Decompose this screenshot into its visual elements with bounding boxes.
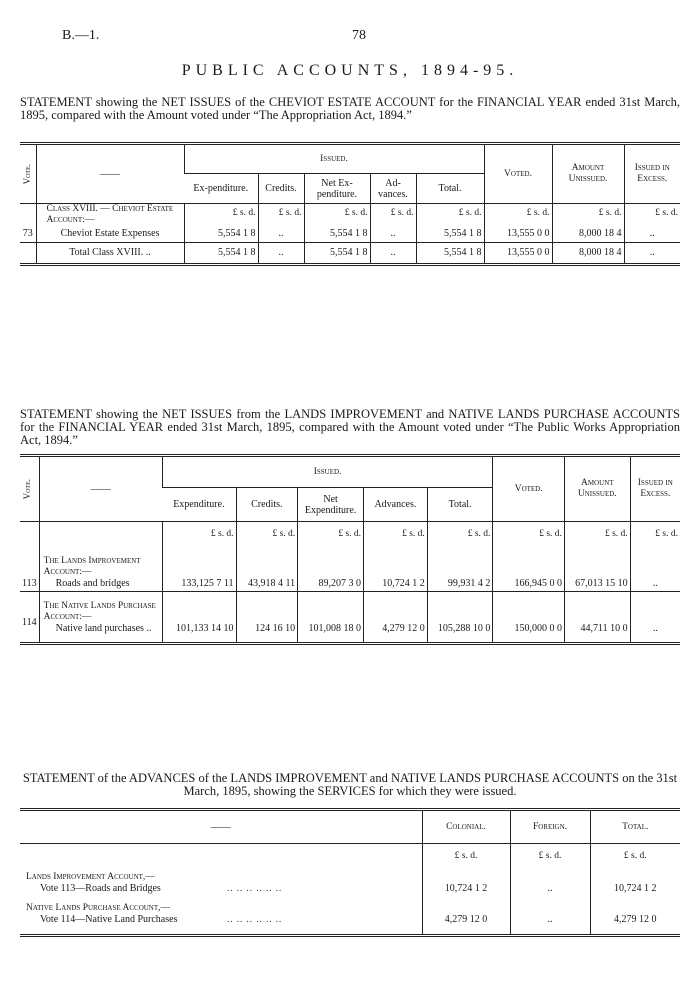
expenditure-value: 5,554 1 8 [184, 226, 258, 242]
unit-label: £ s. d. [564, 522, 630, 548]
vote-column-header: Vote. [20, 144, 36, 204]
unissued-value: 67,013 15 10 [564, 548, 630, 592]
excess-column-header: Issued in Excess. [630, 456, 680, 522]
vote-column-header: Vote. [20, 456, 39, 522]
row-label-text: Vote 113—Roads and Bridges [40, 882, 161, 894]
colonial-column-header: Colonial. [422, 810, 510, 844]
unit-label: £ s. d. [162, 522, 236, 548]
row-label-text: Roads and bridges [55, 578, 130, 589]
net-expenditure-column-header: Net Expenditure. [298, 488, 364, 522]
voted-column-header: Voted. [484, 144, 552, 204]
row-label-line [22, 883, 420, 894]
issued-group-header: Issued. [184, 144, 484, 174]
table-row [20, 870, 680, 894]
voted-total: 13,555 0 0 [484, 242, 552, 264]
unit-label: £ s. d. [590, 844, 680, 870]
net-expenditure-value: 89,207 3 0 [298, 548, 364, 592]
vote-number: 113 [22, 578, 37, 589]
voted-column-header: Voted. [493, 456, 565, 522]
unit-label: £ s. d. [304, 204, 370, 224]
total-column-header: Total. [427, 488, 493, 522]
unit-label: £ s. d. [298, 522, 364, 548]
colonial-value: 10,724 1 2 [422, 870, 510, 894]
unissued-column-header: Amount Unissued. [564, 456, 630, 522]
foreign-column-header: Foreign. [510, 810, 590, 844]
unit-label: £ s. d. [258, 204, 304, 224]
document-reference: B.—1. [62, 28, 100, 43]
voted-value: 150,000 0 0 [493, 592, 565, 644]
row-label [20, 870, 422, 894]
class-heading: Class XVIII. — Cheviot Estate Account:— [36, 204, 184, 227]
excess-value: .. [624, 226, 680, 242]
account-heading: Lands Improvement Account,— [26, 871, 155, 882]
net-expenditure-value: 5,554 1 8 [304, 226, 370, 242]
expenditure-total: 5,554 1 8 [184, 242, 258, 264]
colonial-value: 4,279 12 0 [422, 894, 510, 936]
table-row [20, 592, 680, 644]
unit-label: £ s. d. [484, 204, 552, 224]
expenditure-value: 101,133 14 10 [162, 592, 236, 644]
advances-value: 10,724 1 2 [364, 548, 428, 592]
unissued-column-header: Amount Unissued. [552, 144, 624, 204]
description-column-header: —— [36, 144, 184, 204]
net-expenditure-value: 101,008 18 0 [298, 592, 364, 644]
account-heading: The Native Lands Purchase Account:— [43, 601, 156, 622]
table-row [20, 894, 680, 936]
total-column-header: Total. [590, 810, 680, 844]
unit-label: £ s. d. [552, 204, 624, 224]
account-heading: The Lands Improvement Account:— [43, 556, 141, 577]
table-row [20, 226, 680, 242]
advances-total: .. [370, 242, 416, 264]
row-label-text: Native land purchases .. [55, 623, 152, 634]
total-value: 4,279 12 0 [590, 894, 680, 936]
total-label: Total Class XVIII. .. [36, 242, 184, 264]
dot-leader: .. .. .. .. .. .. [227, 882, 283, 893]
unit-label: £ s. d. [630, 522, 680, 548]
total-row [20, 242, 680, 264]
row-label [39, 592, 162, 644]
credits-value: .. [258, 226, 304, 242]
unit-label: £ s. d. [416, 204, 484, 224]
vote-number: 114 [20, 592, 39, 644]
dot-leader: .. .. .. .. .. .. [227, 913, 283, 924]
net-expenditure-total: 5,554 1 8 [304, 242, 370, 264]
unissued-value: 8,000 18 4 [552, 226, 624, 242]
row-label [39, 548, 162, 592]
statement-2-title: STATEMENT showing the NET ISSUES from the LANDS IMPROVEMENT and NATIVE LANDS PURCHASE ACCOUNTS for the FINANCIAL YEAR ended 31st March, 1895, compared with the Amount voted under “The Public Works Appropriation Act, 1894.” [20, 407, 680, 447]
voted-value: 13,555 0 0 [484, 226, 552, 242]
page-number: 78 [352, 28, 366, 43]
excess-value: .. [630, 548, 680, 592]
net-expenditure-column-header: Net Ex-penditure. [304, 174, 370, 204]
row-label-line [22, 914, 420, 925]
unit-label: £ s. d. [422, 844, 510, 870]
excess-total: .. [624, 242, 680, 264]
advances-column-header: Ad-vances. [370, 174, 416, 204]
credits-value: 43,918 4 11 [236, 548, 298, 592]
unit-label: £ s. d. [364, 522, 428, 548]
unissued-value: 44,711 10 0 [564, 592, 630, 644]
advances-services-table [20, 808, 680, 937]
expenditure-column-header: Expenditure. [162, 488, 236, 522]
total-value: 99,931 4 2 [427, 548, 493, 592]
unit-label: £ s. d. [510, 844, 590, 870]
advances-value: .. [370, 226, 416, 242]
table-row [20, 548, 680, 592]
credits-value: 124 16 10 [236, 592, 298, 644]
row-label-text: Vote 114—Native Land Purchases [40, 913, 178, 925]
total-total: 5,554 1 8 [416, 242, 484, 264]
lands-accounts-table [20, 454, 680, 645]
account-heading: Native Lands Purchase Account,— [26, 902, 171, 913]
unit-label: £ s. d. [370, 204, 416, 224]
total-value: 105,288 10 0 [427, 592, 493, 644]
issued-group-header: Issued. [162, 456, 493, 488]
statement-1-title: STATEMENT showing the NET ISSUES of the CHEVIOT ESTATE ACCOUNT for the FINANCIAL YEAR ended 31st March, 1895, compared with the Amount voted under “The Appropriation Act, 1894.” [20, 95, 680, 122]
vote-number: 73 [22, 228, 33, 240]
excess-value: .. [630, 592, 680, 644]
description-column-header: —— [20, 810, 422, 844]
unit-label: £ s. d. [493, 522, 565, 548]
cheviot-estate-table [20, 142, 680, 266]
credits-total: .. [258, 242, 304, 264]
advances-value: 4,279 12 0 [364, 592, 428, 644]
foreign-value: .. [510, 870, 590, 894]
row-label [20, 894, 422, 936]
excess-column-header: Issued in Excess. [624, 144, 680, 204]
unit-label: £ s. d. [236, 522, 298, 548]
description-column-header: —— [39, 456, 162, 522]
credits-column-header: Credits. [258, 174, 304, 204]
total-column-header: Total. [416, 174, 484, 204]
credits-column-header: Credits. [236, 488, 298, 522]
page-title: PUBLIC ACCOUNTS, 1894-95. [181, 62, 519, 79]
statement-3-title: STATEMENT of the ADVANCES of the LANDS IMPROVEMENT and NATIVE LANDS PURCHASE ACCOUNTS on the 31st March, 1895, showing the SERVICES for which they were issued. [22, 771, 678, 798]
unissued-total: 8,000 18 4 [552, 242, 624, 264]
expenditure-value: 133,125 7 11 [162, 548, 236, 592]
foreign-value: .. [510, 894, 590, 936]
expenditure-column-header: Ex-penditure. [184, 174, 258, 204]
unit-label: £ s. d. [427, 522, 493, 548]
row-label: Cheviot Estate Expenses [36, 226, 184, 242]
unit-label: £ s. d. [184, 204, 258, 224]
unit-label: £ s. d. [624, 204, 680, 224]
total-value: 10,724 1 2 [590, 870, 680, 894]
voted-value: 166,945 0 0 [493, 548, 565, 592]
advances-column-header: Advances. [364, 488, 428, 522]
total-value: 5,554 1 8 [416, 226, 484, 242]
